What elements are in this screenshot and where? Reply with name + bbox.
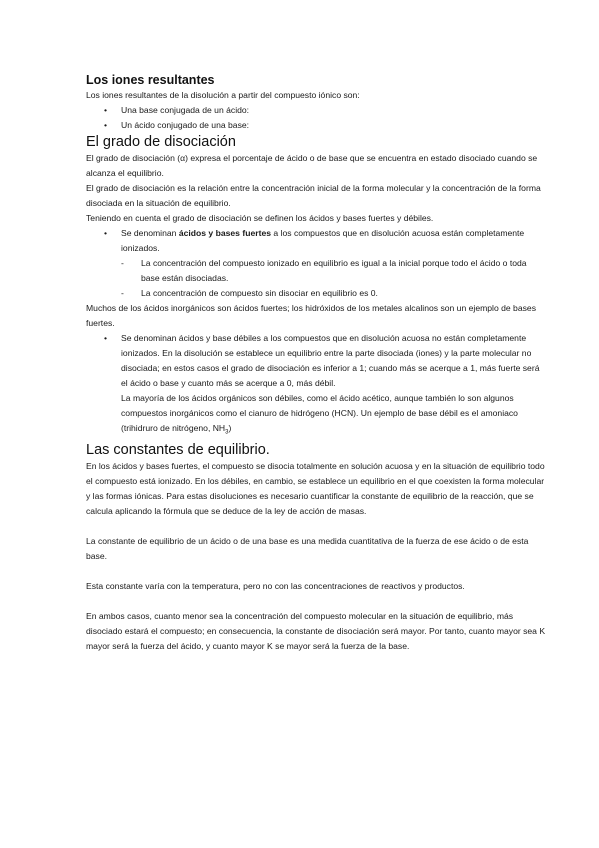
dash-item <box>86 286 546 301</box>
weak-text: Se denominan ácidos y base débiles a los compuestos que en disolución acuosa no están completamente ionizados. En la disolución se establece un equilibrio entre la parte disociada (iones) y la parte molecular no disociada; en estos casos el grado de disociación es inferior a 1; cuando más se acerque a 1, más fuerte será el ácido o base y cuanto más se acerque a 0, más débil. <box>121 333 540 388</box>
bullet-marker: • <box>104 105 108 115</box>
bullet-item <box>86 118 546 133</box>
bullet-text: Una base conjugada de un ácido: <box>121 105 250 115</box>
grado-paragraph-4: Muchos de los ácidos inorgánicos son ácidos fuertes; los hidróxidos de los metales alcalinos son un ejemplo de bases fuertes. <box>86 303 536 328</box>
bullet-item-strong <box>86 226 546 256</box>
constantes-paragraph-1: En los ácidos y bases fuertes, el compuesto se disocia totalmente en solución acuosa y en la situación de equilibrio todo el compuesto está ionizado. En los débiles, en cambio, se establece un equilibrio en el que coexisten la forma molecular y las formas iónicas. Para estas disoluciones es necesario cuantificar la constante de equilibrio de la reacción, que se calcula aplicando la fórmula que se deduce de la ley de acción de masas. <box>86 460 545 516</box>
paragraph-gap <box>86 594 546 609</box>
weak2-sub: 3 <box>225 429 229 436</box>
weak-continuation <box>86 391 546 441</box>
paragraph-gap <box>86 564 546 579</box>
bullet-marker: • <box>104 333 108 343</box>
dash-marker: - <box>121 258 124 268</box>
constantes-paragraph-4: En ambos casos, cuanto menor sea la concentración del compuesto molecular en la situación de equilibrio, más disociado estará el compuesto; en consecuencia, la constante de disociación será mayor. Por tanto, cuanto mayor sea K mayor será la fuerza del ácido, y cuanto mayor K se mayor será la fuerza de la base. <box>86 610 546 651</box>
section-title-grado: El grado de disociación <box>86 134 236 150</box>
bullet-item <box>86 103 546 118</box>
bullet-item-weak <box>86 331 546 391</box>
strong-post: a los compuestos que en disolución acuosa están completamente ionizados. <box>121 228 525 253</box>
bullet-marker: • <box>104 228 108 238</box>
document-page <box>86 72 546 654</box>
constantes-paragraph-3: Esta constante varía con la temperatura, pero no con las concentraciones de reactivos y productos. <box>86 580 465 591</box>
constantes-paragraph-2: La constante de equilibrio de un ácido o de una base es una medida cuantitativa de la fuerza de ese ácido o de esta base. <box>86 535 529 561</box>
paragraph-gap <box>86 519 546 534</box>
section-title-constantes: Las constantes de equilibrio. <box>86 441 270 458</box>
grado-paragraph-3: Teniendo en cuenta el grado de disociación se definen los ácidos y bases fuertes y débiles. <box>86 213 434 223</box>
strong-bold: ácidos y bases fuertes <box>178 228 272 238</box>
section-title-iones: Los iones resultantes <box>86 73 215 87</box>
weak2-close: ) <box>228 423 232 433</box>
dash-text: La concentración de compuesto sin disociar en equilibrio es 0. <box>141 288 378 298</box>
dash-text: La concentración del compuesto ionizado en equilibrio es igual a la inicial porque todo el ácido o toda base están disociadas. <box>141 258 527 283</box>
iones-intro: Los iones resultantes de la disolución a partir del compuesto iónico son: <box>86 90 360 100</box>
grado-paragraph-2: El grado de disociación es la relación entre la concentración inicial de la forma molecular y la concentración de la forma disociada en la situación de equilibrio. <box>86 183 541 208</box>
strong-pre: Se denominan <box>121 228 179 238</box>
bullet-marker: • <box>104 120 108 130</box>
bullet-text: Un ácido conjugado de una base: <box>121 120 250 130</box>
grado-paragraph-1: El grado de disociación (α) expresa el porcentaje de ácido o de base que se encuentra en estado disociado cuando se alcanza el equilibrio. <box>86 153 538 178</box>
weak2-text: La mayoría de los ácidos orgánicos son débiles, como el ácido acético, aunque también lo son algunos compuestos inorgánicos como el cianuro de hidrógeno (HCN). Un ejemplo de base débil es el amoniaco (trihidruro de nitrógeno, NH <box>121 393 518 433</box>
dash-marker: - <box>121 288 124 298</box>
dash-item <box>86 256 546 286</box>
